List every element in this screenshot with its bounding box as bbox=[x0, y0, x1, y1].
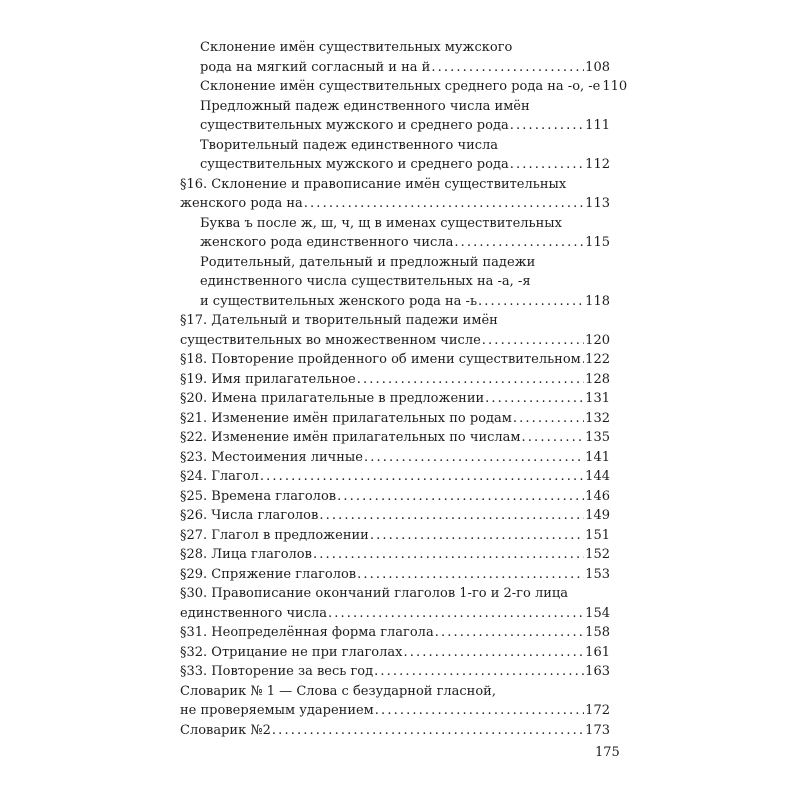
toc-page-number: 154 bbox=[585, 605, 610, 621]
toc-entry bbox=[180, 389, 610, 409]
toc-page-number: 161 bbox=[585, 644, 610, 660]
toc-entry-line bbox=[180, 623, 610, 643]
toc-page-number: 144 bbox=[585, 469, 610, 484]
toc-entry-line bbox=[180, 565, 610, 585]
dot-leader bbox=[337, 487, 584, 507]
toc-page-number: 141 bbox=[585, 449, 610, 465]
toc-entry-line bbox=[180, 643, 610, 663]
dot-leader bbox=[260, 467, 584, 487]
dot-leader bbox=[454, 233, 584, 253]
toc-entry-text: Словарик №2 bbox=[180, 722, 271, 738]
toc-entry-line bbox=[180, 584, 610, 604]
toc-entry-line bbox=[180, 175, 610, 195]
dot-leader bbox=[510, 155, 584, 175]
dot-leader bbox=[478, 292, 584, 312]
toc-entry-line bbox=[180, 662, 610, 682]
toc-entry-text: §32. Отрицание не при глаголах bbox=[180, 644, 403, 660]
toc-entry-line bbox=[200, 253, 610, 273]
toc-entry-line bbox=[180, 506, 610, 526]
toc-entry-text: женского рода единственного числа bbox=[200, 235, 454, 250]
toc-entry-line bbox=[200, 214, 610, 234]
toc-entry-text: §16. Склонение и правописание имён существительных bbox=[180, 176, 567, 192]
toc-page-number: 163 bbox=[585, 664, 610, 679]
toc-page-number: 122 bbox=[585, 352, 610, 367]
toc-entry bbox=[180, 370, 610, 390]
toc-entry bbox=[180, 545, 610, 565]
toc-entry-text: единственного числа существительных на -а, -я bbox=[200, 274, 531, 289]
page-number: 175 bbox=[595, 745, 620, 760]
dot-leader bbox=[431, 58, 584, 78]
toc-entry-text: существительных во множественном числе bbox=[180, 332, 481, 348]
toc-entry-line bbox=[180, 311, 610, 331]
dot-leader bbox=[375, 701, 584, 721]
toc-page-number: 135 bbox=[585, 430, 610, 445]
toc-entry-line bbox=[180, 701, 610, 721]
toc-page-number: 118 bbox=[585, 293, 610, 309]
toc-page-number: 131 bbox=[585, 391, 610, 406]
toc-entry bbox=[180, 428, 610, 448]
toc-entry bbox=[180, 253, 610, 312]
toc-entry-line bbox=[180, 545, 610, 565]
dot-leader bbox=[435, 623, 584, 643]
toc-entry bbox=[180, 175, 610, 214]
toc-entry-text: рода на мягкий согласный и на й bbox=[200, 59, 431, 75]
toc-entry-text: §30. Правописание окончаний глаголов 1-го и 2-го лица bbox=[180, 586, 568, 601]
toc-entry bbox=[180, 643, 610, 663]
toc-entry-text: §26. Числа глаголов bbox=[180, 508, 319, 523]
toc-page-number: 111 bbox=[585, 118, 610, 133]
toc-entry-text: Буква ъ после ж, ш, ч, щ в именах существительных bbox=[200, 215, 562, 231]
toc-entry bbox=[180, 506, 610, 526]
toc-entry-line bbox=[180, 428, 610, 448]
toc-page-number: 149 bbox=[585, 508, 610, 523]
toc-entry-text: §25. Времена глаголов bbox=[180, 488, 337, 504]
toc-entry bbox=[180, 350, 610, 370]
toc-entry-text: существительных мужского и среднего рода bbox=[200, 118, 509, 133]
toc-entry-line bbox=[180, 526, 610, 546]
dot-leader bbox=[522, 428, 585, 448]
toc-page-number: 115 bbox=[585, 235, 610, 250]
toc-entry-line bbox=[200, 116, 610, 136]
toc-entry-text: и существительных женского рода на -ь bbox=[200, 293, 478, 309]
toc-entry bbox=[180, 584, 610, 623]
toc-entry bbox=[180, 38, 610, 77]
dot-leader bbox=[304, 194, 584, 214]
dot-leader bbox=[482, 331, 584, 351]
toc-entry-text: §19. Имя прилагательное bbox=[180, 371, 356, 387]
toc-entry bbox=[180, 526, 610, 546]
toc-entry-text: §28. Лица глаголов bbox=[180, 547, 312, 562]
toc-entry bbox=[180, 721, 610, 741]
dot-leader bbox=[272, 721, 584, 741]
toc-entry-line bbox=[200, 97, 610, 117]
toc-entry-line bbox=[200, 155, 610, 175]
toc-entry-line bbox=[180, 448, 610, 468]
toc-entry-text: §31. Неопределённая форма глагола bbox=[180, 625, 434, 640]
toc-page-number: 151 bbox=[585, 527, 610, 543]
toc-entry-text: женского рода на bbox=[180, 196, 303, 211]
toc-page-number: 158 bbox=[585, 625, 610, 640]
toc-entry-text: Словарик № 1 — Слова с безударной гласной, bbox=[180, 683, 496, 699]
toc-entry-text: §18. Повторение пройденного об имени существительном bbox=[180, 352, 581, 367]
table-of-contents bbox=[180, 38, 628, 740]
toc-entry-line bbox=[200, 292, 610, 312]
toc-page-number: 120 bbox=[585, 332, 610, 348]
toc-entry-text: §21. Изменение имён прилагательных по родам bbox=[180, 410, 512, 426]
toc-entry-text: §23. Местоимения личные bbox=[180, 449, 363, 465]
toc-entry-text: §17. Дательный и творительный падежи имён bbox=[180, 313, 498, 328]
toc-entry-line bbox=[180, 682, 610, 702]
toc-page-number: 132 bbox=[585, 410, 610, 426]
toc-entry-text: Склонение имён существительных мужского bbox=[200, 40, 513, 55]
toc-entry-text: §20. Имена прилагательные в предложении bbox=[180, 391, 485, 406]
toc-entry bbox=[180, 214, 610, 253]
toc-entry-text: Родительный, дательный и предложный падежи bbox=[200, 254, 536, 270]
dot-leader bbox=[510, 116, 584, 136]
toc-page-number: 173 bbox=[585, 722, 610, 738]
toc-entry-text: единственного числа bbox=[180, 605, 327, 621]
toc-page-number: 172 bbox=[585, 703, 610, 718]
toc-entry bbox=[180, 448, 610, 468]
dot-leader bbox=[513, 409, 584, 429]
toc-page-number: 128 bbox=[585, 371, 610, 387]
dot-leader bbox=[319, 506, 584, 526]
toc-entry bbox=[180, 311, 610, 350]
toc-entry-line bbox=[200, 77, 628, 97]
toc-entry bbox=[180, 467, 610, 487]
toc-entry-line bbox=[180, 721, 610, 741]
toc-page-number: 112 bbox=[585, 157, 610, 172]
toc-entry-line bbox=[180, 467, 610, 487]
toc-entry-line bbox=[180, 370, 610, 390]
toc-page-number: 153 bbox=[585, 566, 610, 582]
dot-leader bbox=[485, 389, 584, 409]
toc-entry bbox=[180, 662, 610, 682]
toc-entry-line bbox=[200, 136, 610, 156]
toc-entry bbox=[180, 623, 610, 643]
toc-entry-text: Предложный падеж единственного числа имён bbox=[200, 98, 530, 114]
toc-entry-text: §24. Глагол bbox=[180, 469, 259, 484]
toc-entry bbox=[180, 565, 610, 585]
toc-entry bbox=[180, 97, 610, 136]
toc-entry-text: §33. Повторение за весь год bbox=[180, 664, 374, 679]
toc-entry-line bbox=[200, 233, 610, 253]
toc-entry-text: Склонение имён существительных среднего рода на -о, -е bbox=[200, 79, 601, 94]
toc-entry-text: §29. Спряжение глаголов bbox=[180, 566, 357, 582]
toc-page-number: 146 bbox=[585, 488, 610, 504]
toc-entry-line bbox=[180, 409, 610, 429]
toc-entry bbox=[180, 409, 610, 429]
dot-leader bbox=[357, 370, 584, 390]
toc-entry-text: существительных мужского и среднего рода bbox=[200, 157, 509, 172]
toc-entry-line bbox=[180, 331, 610, 351]
toc-entry-line bbox=[200, 38, 610, 58]
toc-entry-text: Творительный падеж единственного числа bbox=[200, 137, 499, 153]
toc-entry bbox=[180, 487, 610, 507]
toc-page-number: 110 bbox=[602, 79, 628, 94]
toc-entry-line bbox=[200, 272, 610, 292]
toc-page-number: 113 bbox=[585, 196, 610, 211]
toc-entry-text: §22. Изменение имён прилагательных по числам bbox=[180, 430, 521, 445]
toc-entry-line bbox=[180, 487, 610, 507]
dot-leader bbox=[582, 350, 584, 370]
toc-entry-line bbox=[180, 350, 610, 370]
toc-entry-text: §27. Глагол в предложении bbox=[180, 527, 369, 543]
dot-leader bbox=[357, 565, 584, 585]
toc-entry-line bbox=[200, 58, 610, 78]
toc-entry-line bbox=[180, 604, 610, 624]
dot-leader bbox=[403, 643, 584, 663]
toc-page-number: 108 bbox=[585, 59, 610, 75]
toc-page-number: 152 bbox=[585, 547, 610, 562]
toc-entry bbox=[180, 136, 610, 175]
toc-entry-text: не проверяемым ударением bbox=[180, 703, 374, 718]
dot-leader bbox=[313, 545, 584, 565]
dot-leader bbox=[374, 662, 584, 682]
toc-entry bbox=[180, 682, 610, 721]
toc-entry bbox=[180, 77, 628, 97]
toc-entry-line bbox=[180, 194, 610, 214]
dot-leader bbox=[364, 448, 584, 468]
dot-leader bbox=[370, 526, 584, 546]
dot-leader bbox=[328, 604, 584, 624]
toc-entry-line bbox=[180, 389, 610, 409]
